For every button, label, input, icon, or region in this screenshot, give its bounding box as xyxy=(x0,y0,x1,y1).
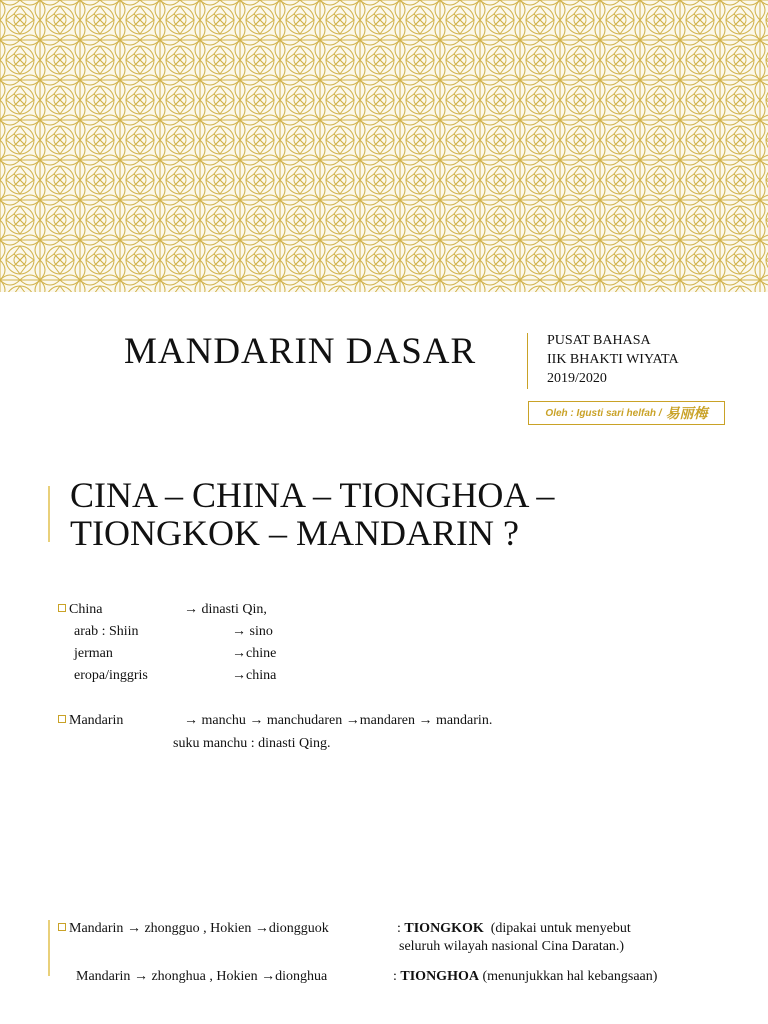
arrow-right-icon: → xyxy=(254,921,269,936)
arrow-right-icon: → xyxy=(232,646,246,661)
origin-english-value: →china xyxy=(232,668,277,683)
row-tionghoa: Mandarin → zhonghua , Hokien →dionghua xyxy=(76,969,328,984)
section-accent-bar xyxy=(48,920,50,976)
mandarin-note: suku manchu : dinasti Qing. xyxy=(173,736,331,751)
org-name: PUSAT BAHASA xyxy=(547,333,651,348)
presentation-title: MANDARIN DASAR xyxy=(124,331,477,372)
arrow-right-icon: → xyxy=(232,668,246,683)
heading-line-1: CINA – CHINA – TIONGHOA – xyxy=(70,475,555,515)
tiongkok-definition: : TIONGKOK (dipakai untuk menyebut xyxy=(397,921,631,936)
arrow-right-icon: → xyxy=(232,624,246,639)
academic-year: 2019/2020 xyxy=(547,371,607,386)
term-tionghoa: TIONGHOA xyxy=(400,969,479,984)
arrow-right-icon: → xyxy=(133,969,148,984)
mandarin-etymology-chain: → manchu → manchudaren →mandaren → mandarin. xyxy=(184,713,493,728)
author-chinese-name: 易丽梅 xyxy=(665,405,708,421)
arrow-right-icon: → xyxy=(261,969,276,984)
title-divider xyxy=(527,333,528,389)
bullet-icon xyxy=(58,604,66,612)
decorative-lattice-pattern xyxy=(0,0,768,292)
china-origin: → dinasti Qin, xyxy=(184,602,267,617)
institution-name: IIK BHAKTI WIYATA xyxy=(547,352,679,367)
arrow-right-icon: → xyxy=(249,713,264,728)
heading-line-2: TIONGKOK – MANDARIN ? xyxy=(70,513,519,553)
arrow-right-icon: → xyxy=(184,713,198,728)
origin-german-label: jerman xyxy=(74,646,113,661)
organization-info xyxy=(547,331,679,388)
author-box xyxy=(528,401,725,425)
origin-arab-value: → sino xyxy=(232,624,273,639)
tionghoa-definition: : TIONGHOA (menunjukkan hal kebangsaan) xyxy=(393,969,658,984)
origin-german-value: →chine xyxy=(232,646,277,661)
origin-english-label: eropa/inggris xyxy=(74,668,148,683)
origin-arab-label: arab : Shiin xyxy=(74,624,139,639)
heading-accent-bar xyxy=(48,486,50,542)
arrow-right-icon: → xyxy=(126,921,141,936)
bullet-icon xyxy=(58,923,66,931)
slide-heading xyxy=(70,476,554,552)
list-item-china: China xyxy=(58,602,102,618)
term-tiongkok: TIONGKOK xyxy=(404,921,484,936)
tiongkok-definition-cont: seluruh wilayah nasional Cina Daratan.) xyxy=(399,939,625,954)
list-item-mandarin: Mandarin xyxy=(58,713,123,729)
arrow-right-icon: → xyxy=(418,713,433,728)
arrow-right-icon: → xyxy=(345,713,360,728)
author-label: Oleh : Igusti sari helfah / xyxy=(545,407,662,419)
row-tiongkok: Mandarin → zhongguo , Hokien →diongguok xyxy=(58,921,329,937)
arrow-right-icon: → xyxy=(184,602,198,617)
bullet-icon xyxy=(58,715,66,723)
